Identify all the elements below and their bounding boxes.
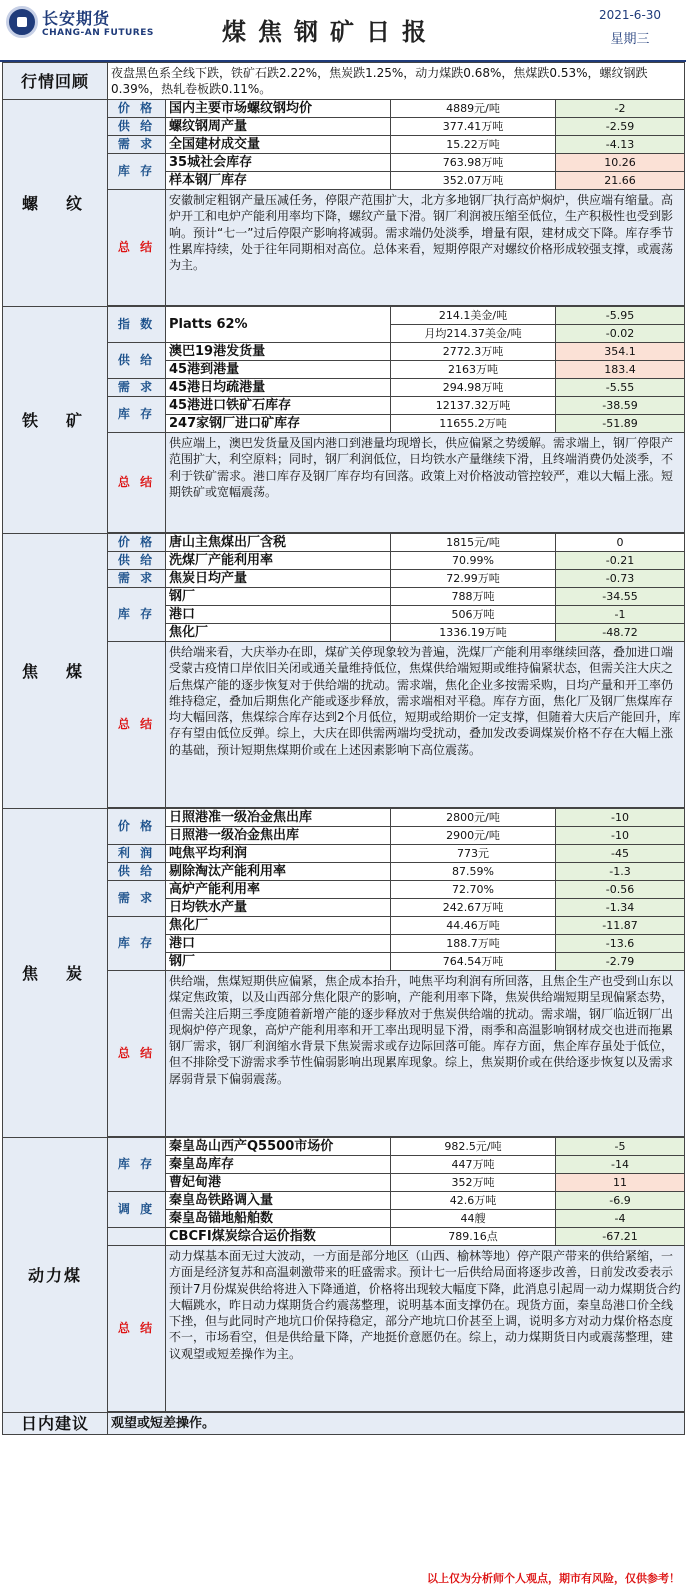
report-weekday: 星期三	[610, 32, 650, 47]
coke-row-item: 日照港一级冶金焦出库	[166, 827, 391, 845]
section-coking-coal: 焦 煤	[3, 534, 108, 809]
rebar-row-change: -4.13	[556, 136, 685, 154]
cat-index: 指 数	[108, 307, 166, 343]
coal-row-change: -0.21	[556, 552, 685, 570]
coal-row-item: 焦炭日均产量	[166, 570, 391, 588]
cat-price: 价 格	[108, 534, 166, 552]
coke-row-value: 87.59%	[391, 863, 556, 881]
coke-row-value: 242.67万吨	[391, 899, 556, 917]
section-coke: 焦 炭	[3, 809, 108, 1138]
coal-row-item: 港口	[166, 606, 391, 624]
coke-row-value: 764.54万吨	[391, 953, 556, 971]
thermal-row-change: -14	[556, 1156, 685, 1174]
iron-row-change: -38.59	[556, 397, 685, 415]
report-title: 煤焦钢矿日报	[222, 18, 438, 46]
cat-inventory: 库 存	[108, 154, 166, 190]
review-text: 夜盘黑色系全线下跌，铁矿石跌2.22%，焦炭跌1.25%，动力煤跌0.68%，焦煤跌0.53%，螺纹钢跌0.39%，热轧卷板跌0.11%。	[108, 63, 685, 100]
report-header	[0, 0, 686, 62]
thermal-row-change: 11	[556, 1174, 685, 1192]
coke-row-value: 72.70%	[391, 881, 556, 899]
iron-row-value: 2163万吨	[391, 361, 556, 379]
thermal-row-change: -6.9	[556, 1192, 685, 1210]
coke-row-change: -2.79	[556, 953, 685, 971]
rebar-row-item: 螺纹钢周产量	[166, 118, 391, 136]
review-row	[3, 63, 685, 100]
coke-row-change: -13.6	[556, 935, 685, 953]
rebar-row-item: 35城社会库存	[166, 154, 391, 172]
coke-row-change: -0.56	[556, 881, 685, 899]
rebar-summary: 安徽制定粗钢产量压减任务，停限产范围扩大，北方多地钢厂执行高炉焖炉，供应端有缩量。高炉开工和电炉产能利用率均下降，螺纹产量下滑。钢厂利润被压缩至低位，生产积极性也受到影响。预计“七一”过后停限产影响将减弱。需求端仍处淡季，增量有限，建材成交下降。库存季节性累库持续，处于往年同期相对高位。总体来看，短期停限产对螺纹价格形成较强支撑，或震荡为主。	[166, 190, 685, 306]
coal-row-item: 钢厂	[166, 588, 391, 606]
brand-name: 长安期货	[42, 9, 111, 28]
company-logo-icon	[6, 6, 38, 38]
iron-row-value: 11655.2万吨	[391, 415, 556, 433]
coke-row-change: -1.34	[556, 899, 685, 917]
thermal-row-value: 42.6万吨	[391, 1192, 556, 1210]
brand-name-en: CHANG-AN FUTURES	[42, 28, 154, 38]
cat-summary: 总 结	[108, 433, 166, 533]
cat-inventory: 库 存	[108, 917, 166, 971]
iron-row-item: 45港到港量	[166, 361, 391, 379]
rebar-row-change: 10.26	[556, 154, 685, 172]
coke-row-item: 日照港准一级冶金焦出库	[166, 809, 391, 827]
cat-demand: 需 求	[108, 881, 166, 917]
thermal-row-value: 789.16点	[391, 1228, 556, 1246]
coke-row-item: 焦化厂	[166, 917, 391, 935]
iron-index-value: 月均214.37美金/吨	[391, 325, 556, 343]
thermal-row-value: 447万吨	[391, 1156, 556, 1174]
cat-inventory: 库 存	[108, 588, 166, 642]
cat-inventory: 库 存	[108, 1138, 166, 1192]
rebar-row-value: 377.41万吨	[391, 118, 556, 136]
cat-summary: 总 结	[108, 1246, 166, 1412]
cat-supply: 供 给	[108, 118, 166, 136]
coal-row-change: -34.55	[556, 588, 685, 606]
coal-row-change: 0	[556, 534, 685, 552]
thermal-row-item: 秦皇岛锚地船舶数	[166, 1210, 391, 1228]
cat-profit: 利 润	[108, 845, 166, 863]
cat-summary: 总 结	[108, 190, 166, 306]
advice-text: 观望或短差操作。	[108, 1413, 685, 1435]
thermal-row-item: CBCFI煤炭综合运价指数	[166, 1228, 391, 1246]
coal-row-change: -48.72	[556, 624, 685, 642]
rebar-row-value: 15.22万吨	[391, 136, 556, 154]
section-rebar: 螺 纹	[3, 100, 108, 307]
thermal-row-item: 秦皇岛山西产Q5500市场价	[166, 1138, 391, 1156]
cat-inventory: 库 存	[108, 397, 166, 433]
coal-row-value: 1815元/吨	[391, 534, 556, 552]
coke-row-value: 2800元/吨	[391, 809, 556, 827]
thermal-row-item: 秦皇岛铁路调入量	[166, 1192, 391, 1210]
thermal-row-change: -67.21	[556, 1228, 685, 1246]
cat-supply: 供 给	[108, 863, 166, 881]
thermal-row-item: 秦皇岛库存	[166, 1156, 391, 1174]
iron-row-change: 183.4	[556, 361, 685, 379]
report-table	[2, 62, 685, 1435]
thermal-row-change: -4	[556, 1210, 685, 1228]
coke-row-value: 44.46万吨	[391, 917, 556, 935]
coal-row-item: 洗煤厂产能利用率	[166, 552, 391, 570]
coke-row-change: -10	[556, 809, 685, 827]
coal-row-value: 70.99%	[391, 552, 556, 570]
report-date: 2021-6-30	[598, 8, 662, 22]
rebar-row-change: 21.66	[556, 172, 685, 190]
cat-summary: 总 结	[108, 971, 166, 1137]
rebar-row-value: 4889元/吨	[391, 100, 556, 118]
cat-demand: 需 求	[108, 136, 166, 154]
coal-row-change: -0.73	[556, 570, 685, 588]
iron-row-change: -51.89	[556, 415, 685, 433]
coal-row-value: 506万吨	[391, 606, 556, 624]
coal-row-value: 72.99万吨	[391, 570, 556, 588]
coke-summary: 供给端，焦煤短期供应偏紧，焦企成本抬升，吨焦平均利润有所回落，且焦企生产也受到山东以煤定焦政策，以及山西部分焦化限产的影响，产能利用率下降，焦炭供给端短期呈现偏紧态势，但需关注后期三季度随着新增产能的逐步释放对于焦炭供给端的扰动。需求端，钢厂临近钢厂出现焖炉停产现象，高炉产能利用率和开工率出现明显下滑，雨季和高温影响钢材成交也进而拖累钢厂需求，钢厂利润缩水背景下焦炭需求或存边际回落可能。库存方面，焦企库存虽处于低位，但不排除受下游需求季节性偏弱影响出现累库现象。综上，焦炭期价或在供给逐步恢复以及需求孱弱背景下偏弱震荡。	[166, 971, 685, 1137]
cat-demand: 需 求	[108, 379, 166, 397]
coke-row-item: 港口	[166, 935, 391, 953]
rebar-row-item: 样本钢厂库存	[166, 172, 391, 190]
iron-row-item: 45港进口铁矿石库存	[166, 397, 391, 415]
coke-row-item: 剔除淘汰产能利用率	[166, 863, 391, 881]
thermal-row-item: 曹妃甸港	[166, 1174, 391, 1192]
coke-row-change: -45	[556, 845, 685, 863]
cat-dispatch: 调 度	[108, 1192, 166, 1228]
cat-price: 价 格	[108, 100, 166, 118]
coke-row-value: 188.7万吨	[391, 935, 556, 953]
rebar-row-value: 352.07万吨	[391, 172, 556, 190]
cat-supply: 供 给	[108, 552, 166, 570]
iron-row-value: 2772.3万吨	[391, 343, 556, 361]
coke-row-item: 日均铁水产量	[166, 899, 391, 917]
iron-index-item: Platts 62%	[166, 307, 391, 343]
rebar-row-item: 全国建材成交量	[166, 136, 391, 154]
thermal-summary: 动力煤基本面无过大波动，一方面是部分地区（山西、榆林等地）停产限产带来的供给紧缩，一方面是经济复苏和高温刺激带来的旺盛需求。预计七一后供给局面将逐步改善，日前发改委表示预计7月份煤炭供给将进入下降通道，价格将出现较大幅度下降，此消息引起周一动力煤期货合约大幅跳水，昨日动力煤期货合约震荡整理，说明基本面支撑仍在。现货方面，秦皇岛港口价全线下挫，但与此同时产地坑口价保持稳定，部分产地坑口价甚至上调，说明多方对动力煤价格态度不一，市场看空，但是供给量下降，产地挺价意愿仍在。综上，动力煤期货日内或震荡整理，建议观望或短差操作为主。	[166, 1246, 685, 1412]
iron-index-value: 214.1美金/吨	[391, 307, 556, 325]
thermal-row-change: -5	[556, 1138, 685, 1156]
thermal-row-value: 352万吨	[391, 1174, 556, 1192]
rebar-row-change: -2.59	[556, 118, 685, 136]
iron-index-change: -0.02	[556, 325, 685, 343]
thermal-row-value: 44艘	[391, 1210, 556, 1228]
thermal-row-value: 982.5元/吨	[391, 1138, 556, 1156]
iron-row-item: 澳巴19港发货量	[166, 343, 391, 361]
disclaimer: 以上仅为分析师个人观点，期市有风险，仅供参考！	[427, 1572, 680, 1585]
coal-summary: 供给端来看，大庆举办在即，煤矿关停现象较为普遍，洗煤厂产能利用率继续回落，叠加进口端受蒙古疫情口岸依旧关闭或通关量维持低位，焦煤供给端短期或维持偏紧状态，但需关注大庆之后焦煤产能的逐步恢复对于供给端的扰动。需求端，焦化企业多按需采购，日均产量和开工率仍维持稳定，叠加后期焦化产能或逐步释放，需求端相对平稳。库存方面，焦化厂及钢厂焦煤库存均大幅回落，焦煤综合库存达到2个月低位，短期或给期价一定支撑，但随着大庆后产能回升，库存有望由低位反弹。综上，大庆在即供需两端均受扰动，叠加发改委调煤炭价格不存在大幅上涨的基础，预计短期焦煤期价或在上述因素影响下高位震荡。	[166, 642, 685, 808]
coke-row-item: 吨焦平均利润	[166, 845, 391, 863]
iron-row-value: 12137.32万吨	[391, 397, 556, 415]
review-label: 行情回顾	[3, 63, 108, 100]
iron-row-change: -5.55	[556, 379, 685, 397]
rebar-row-change: -2	[556, 100, 685, 118]
cat-supply: 供 给	[108, 343, 166, 379]
coal-row-item: 唐山主焦煤出厂含税	[166, 534, 391, 552]
cat-summary: 总 结	[108, 642, 166, 808]
iron-summary: 供应端上，澳巴发货量及国内港口到港量均现增长，供应偏紧之势缓解。需求端上，钢厂停限产范围扩大，利空原料；同时，钢厂利润低位，日均铁水产量继续下滑，且终端消费仍处淡季，不利于铁矿需求。港口库存及钢厂库存均有回落。政策上对价格波动管控较严，难以大幅上涨。短期铁矿或宽幅震荡。	[166, 433, 685, 533]
coal-row-value: 788万吨	[391, 588, 556, 606]
coke-row-value: 773元	[391, 845, 556, 863]
iron-row-change: 354.1	[556, 343, 685, 361]
coal-row-change: -1	[556, 606, 685, 624]
coal-row-item: 焦化厂	[166, 624, 391, 642]
rebar-row-item: 国内主要市场螺纹钢均价	[166, 100, 391, 118]
section-iron-ore: 铁 矿	[3, 307, 108, 534]
coke-row-change: -11.87	[556, 917, 685, 935]
cat-demand: 需 求	[108, 570, 166, 588]
iron-row-item: 247家钢厂进口矿库存	[166, 415, 391, 433]
coke-row-item: 钢厂	[166, 953, 391, 971]
iron-index-change: -5.95	[556, 307, 685, 325]
cat-price: 价 格	[108, 809, 166, 845]
iron-row-value: 294.98万吨	[391, 379, 556, 397]
section-thermal-coal: 动力煤	[3, 1138, 108, 1413]
advice-label: 日内建议	[3, 1413, 108, 1435]
rebar-row-value: 763.98万吨	[391, 154, 556, 172]
coke-row-item: 高炉产能利用率	[166, 881, 391, 899]
coke-row-value: 2900元/吨	[391, 827, 556, 845]
coal-row-value: 1336.19万吨	[391, 624, 556, 642]
iron-row-item: 45港日均疏港量	[166, 379, 391, 397]
coke-row-change: -10	[556, 827, 685, 845]
coke-row-change: -1.3	[556, 863, 685, 881]
